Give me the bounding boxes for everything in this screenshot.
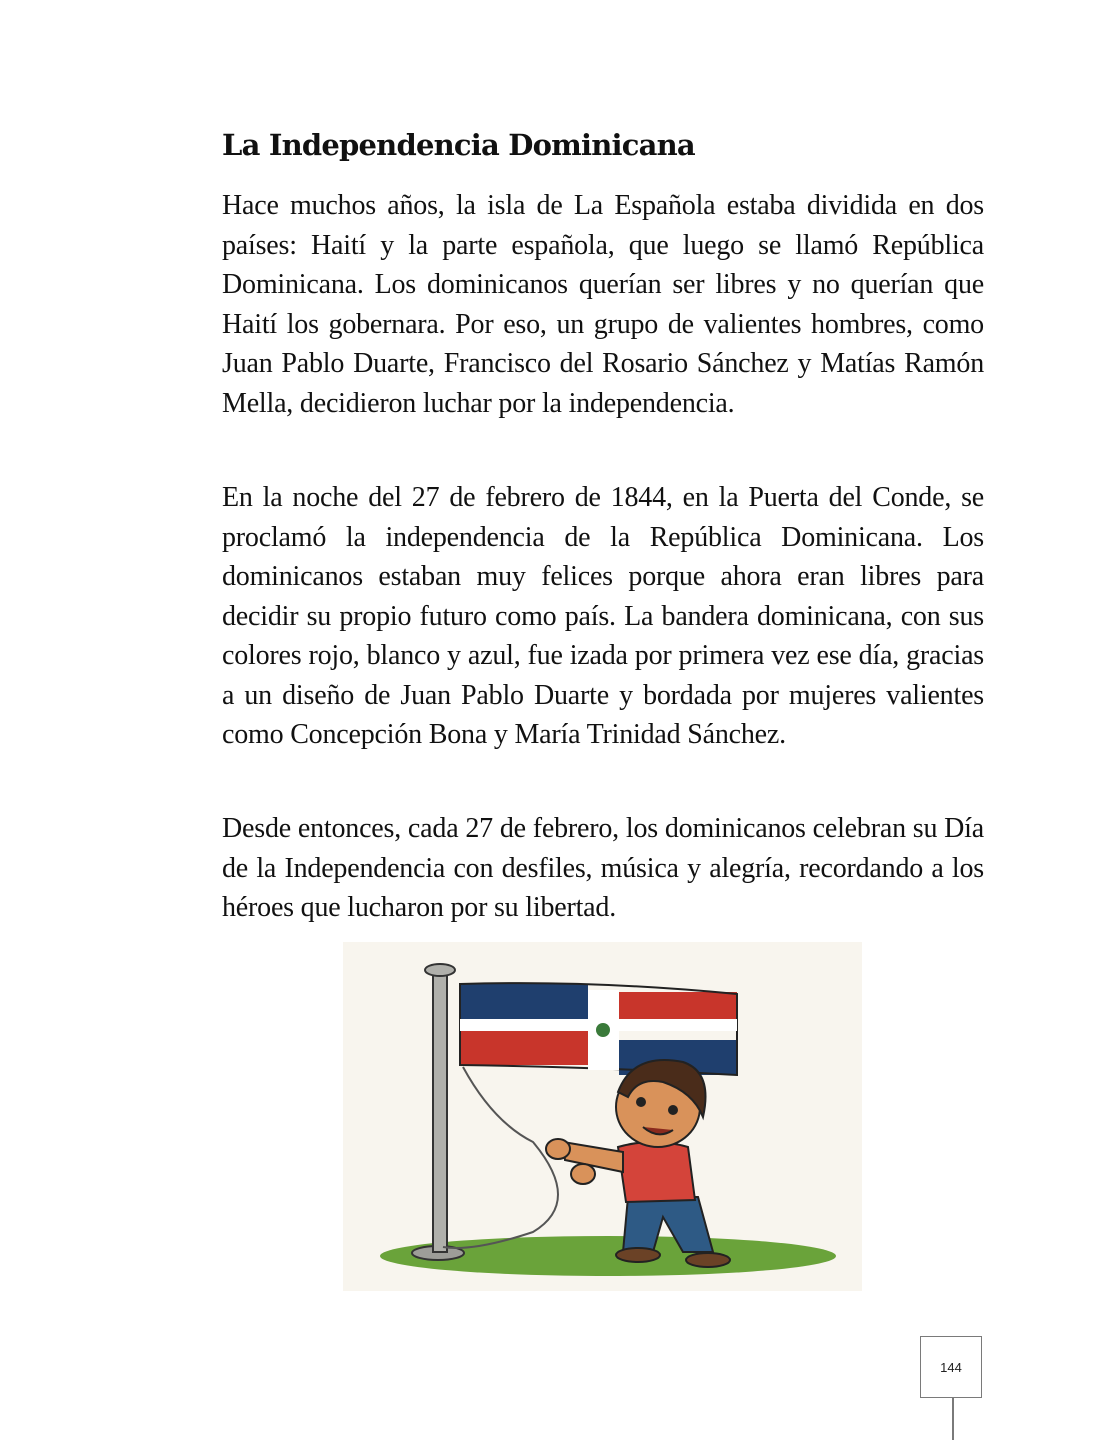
flag-illustration: [343, 942, 862, 1291]
boy-shirt: [618, 1142, 695, 1202]
page-title: La Independencia Dominicana: [222, 128, 695, 162]
page-number-box: [920, 1336, 982, 1398]
paragraph-3: Desde entonces, cada 27 de febrero, los dominicanos celebran su Día de la Independencia con desfiles, música y alegría, recordando a los héroes que lucharon por su libertad.: [222, 813, 984, 923]
dominican-flag: [460, 983, 737, 1075]
rope: [443, 1067, 558, 1248]
paragraph-2: En la noche del 27 de febrero de 1844, en la Puerta del Conde, se proclamó la independencia de la República Dominicana. Los dominicanos estaban muy felices porque ahora eran libres para decidir su propio futuro como país. La bandera dominicana, con sus colores rojo, blanco y azul, fue izada por primera vez ese día, gracias a un diseño de Juan Pablo Duarte y bordada por mujeres valientes como Concepción Bona y María Trinidad Sánchez.: [222, 482, 984, 750]
flag-pole: [433, 972, 447, 1252]
boy-raising-flag-image: [343, 942, 862, 1291]
page-number-line: [952, 1398, 954, 1440]
paragraph-1: Hace muchos años, la isla de La Española estaba dividida en dos países: Haití y la parte española, que luego se llamó República Dominicana. Los dominicanos querían ser libres y no querían que Haití los gobernara. Por eso, un grupo de valientes hombres, como Juan Pablo Duarte, Francisco del Rosario Sánchez y Matías Ramón Mella, decidieron luchar por la independencia.: [222, 190, 984, 419]
pole-finial: [425, 964, 455, 976]
page-number: 144: [940, 1359, 962, 1375]
